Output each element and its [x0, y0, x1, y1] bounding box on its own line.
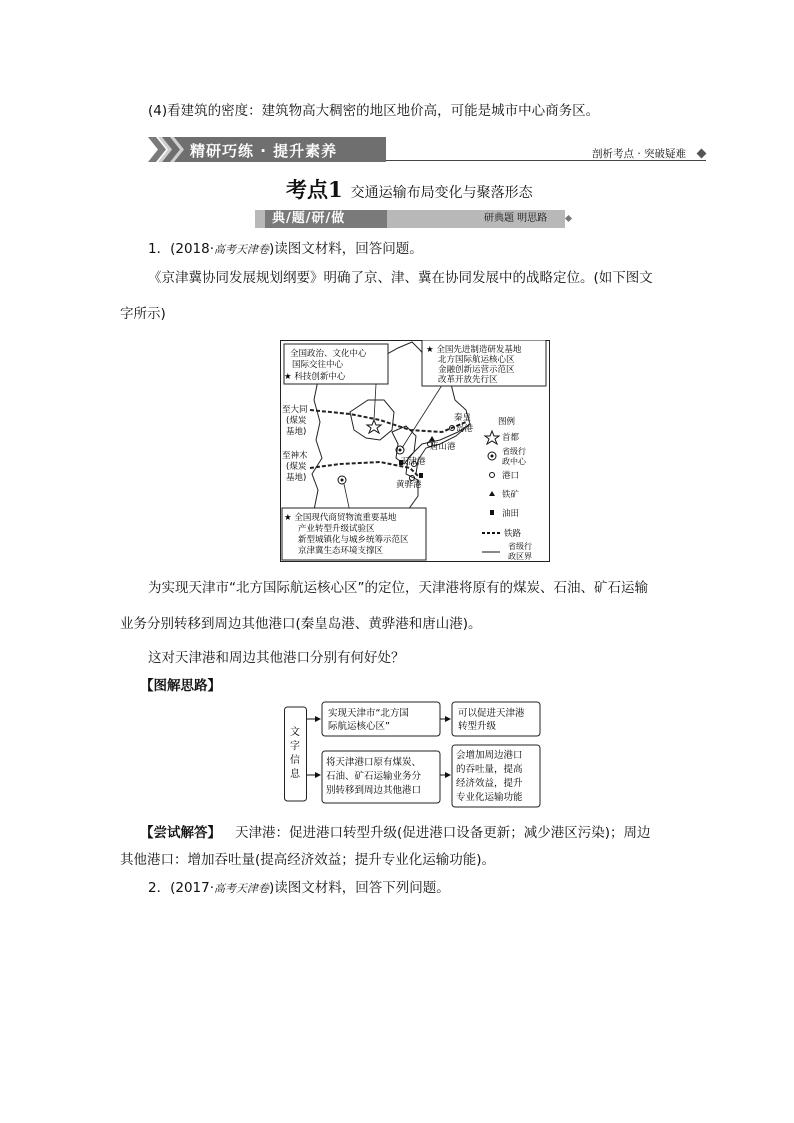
flow-box3-line2: 石油、矿石运输业务分 — [326, 771, 422, 782]
flow-box4-line1: 会增加周边港口 — [456, 750, 523, 761]
legend-iron: 铁矿 — [502, 490, 520, 500]
flow-box3-line3: 别转移到周边其他港口 — [326, 785, 422, 796]
q1-rest: )读图文材料，回答问题。 — [269, 241, 423, 257]
answer-text1: 天津港：促进港口转型升级(促进港口设备更新；减少港区污染)；周边 — [235, 825, 651, 841]
flow-box2-line2: 转型升级 — [458, 721, 497, 732]
flow-box4-line3: 经济效益，提升 — [456, 778, 523, 789]
q1-para2-line1: 为实现天津市“北方国际航运核心区”的定位，天津港将原有的煤炭、石油、矿石运输 — [148, 580, 648, 596]
section-number: 考点1 — [286, 177, 343, 202]
map-beijing-line1: 全国政治、文化中心 — [290, 349, 367, 359]
map-datong-1: 至大同 — [282, 405, 308, 415]
flow-box4-line4: 专业化运输功能 — [456, 792, 523, 803]
jjj-map — [280, 340, 550, 562]
map-shenmu-1: 至神木 — [282, 451, 308, 461]
legend-boundary-2: 政区界 — [508, 552, 532, 561]
flow-side-4: 息 — [290, 769, 300, 780]
map-tangshan: 唐山港 — [430, 442, 456, 452]
q2-header — [148, 878, 450, 899]
flow-box1-line1: 实现天津市“北方国 — [328, 708, 409, 719]
legend-provincial-1: 省级行 — [502, 447, 526, 456]
q1-question: 这对天津港和周边其他港口分别有何好处？ — [148, 650, 405, 666]
flow-box3-line1: 将天津港口原有煤炭、 — [326, 757, 422, 768]
map-qinhuangdao-2: 岛港 — [456, 424, 474, 434]
map-hebei-line1: ★ 全国现代商贸物流重要基地 — [284, 513, 397, 523]
map-shenmu-2: (煤炭 — [286, 462, 307, 472]
flow-side-2: 字 — [290, 741, 300, 752]
intro-line: (4)看建筑的密度：建筑物高大稠密的地区地价高，可能是城市中心商务区。 — [148, 103, 600, 119]
map-datong-2: (煤炭 — [286, 416, 307, 426]
legend-title: 图例 — [498, 417, 516, 427]
banner-right-text: 剖析考点 · 突破疑难 — [592, 148, 687, 160]
sub-diamond-icon — [565, 215, 572, 222]
map-tianjin-line1: ★ 全国先进制造研发基地 — [426, 345, 522, 355]
map-qinhuangdao-1: 秦皇 — [454, 413, 472, 423]
sub-banner-right: 研典题 明思路 — [484, 213, 548, 224]
q1-source: 高考天津卷 — [214, 243, 270, 256]
legend-capital: 首都 — [502, 433, 520, 443]
banner-label: 精研巧练 · 提升素养 — [190, 142, 338, 160]
legend-provincial-2: 政中心 — [502, 457, 526, 466]
q1-para1-line1: 《京津冀协同发展规划纲要》明确了京、津、冀在协同发展中的战略定位。(如下图文 — [148, 270, 653, 286]
map-beijing-line3: ★ 科技创新中心 — [284, 372, 346, 382]
flow-box2-line1: 可以促进天津港 — [458, 708, 525, 719]
sub-banner-left: 典/题/研/做 — [272, 211, 346, 226]
tujie-label: 【图解思路】 — [140, 678, 221, 694]
legend-boundary-1: 省级行 — [508, 542, 532, 551]
flow-side-3: 信 — [290, 755, 300, 766]
map-tianjin-port: 天津港 — [400, 457, 426, 467]
diamond-icon — [697, 149, 707, 159]
q1-header — [148, 239, 423, 260]
legend-port: 港口 — [502, 471, 520, 481]
map-hebei-line4: 京津冀生态环境支撑区 — [298, 546, 384, 556]
answer-line1 — [140, 823, 651, 843]
map-tianjin-line2: 北方国际航运核心区 — [438, 355, 515, 365]
q1-para2-line2: 业务分别转移到周边其他港口(秦皇岛港、黄骅港和唐山港)。 — [120, 616, 482, 632]
map-huanghua: 黄骅港 — [396, 480, 422, 490]
q2-source: 高考天津卷 — [214, 882, 270, 895]
map-shenmu-3: 基地) — [286, 473, 307, 483]
map-tianjin-line3: 金融创新运营示范区 — [438, 365, 515, 375]
flow-side-1: 文 — [290, 727, 300, 738]
flow-box1-line2: 际航运核心区” — [328, 721, 390, 732]
legend-oil: 油田 — [502, 509, 520, 519]
map-beijing-line2: 国际交往中心 — [292, 360, 344, 370]
map-hebei-line3: 新型城镇化与城乡统筹示范区 — [298, 535, 409, 545]
section-title — [286, 174, 533, 204]
flow-diagram — [284, 699, 548, 809]
answer-label: 【尝试解答】 — [140, 825, 221, 841]
q1-para1-line2: 字所示) — [120, 306, 166, 322]
legend-railway: 铁路 — [504, 529, 522, 539]
q2-number: 2．(2017· — [148, 880, 215, 896]
q2-rest: )读图文材料，回答下列问题。 — [269, 880, 450, 896]
q1-number: 1．(2018· — [148, 241, 215, 257]
answer-line2: 其他港口：增加吞吐量(提高经济效益；提升专业化运输功能)。 — [120, 852, 496, 868]
map-datong-3: 基地) — [286, 427, 307, 437]
map-tianjin-line4: 改革开放先行区 — [438, 375, 498, 385]
section-name: 交通运输布局变化与聚落形态 — [350, 185, 533, 201]
map-hebei-line2: 产业转型升级试验区 — [298, 524, 375, 534]
flow-box4-line2: 的吞吐量，提高 — [456, 764, 523, 775]
